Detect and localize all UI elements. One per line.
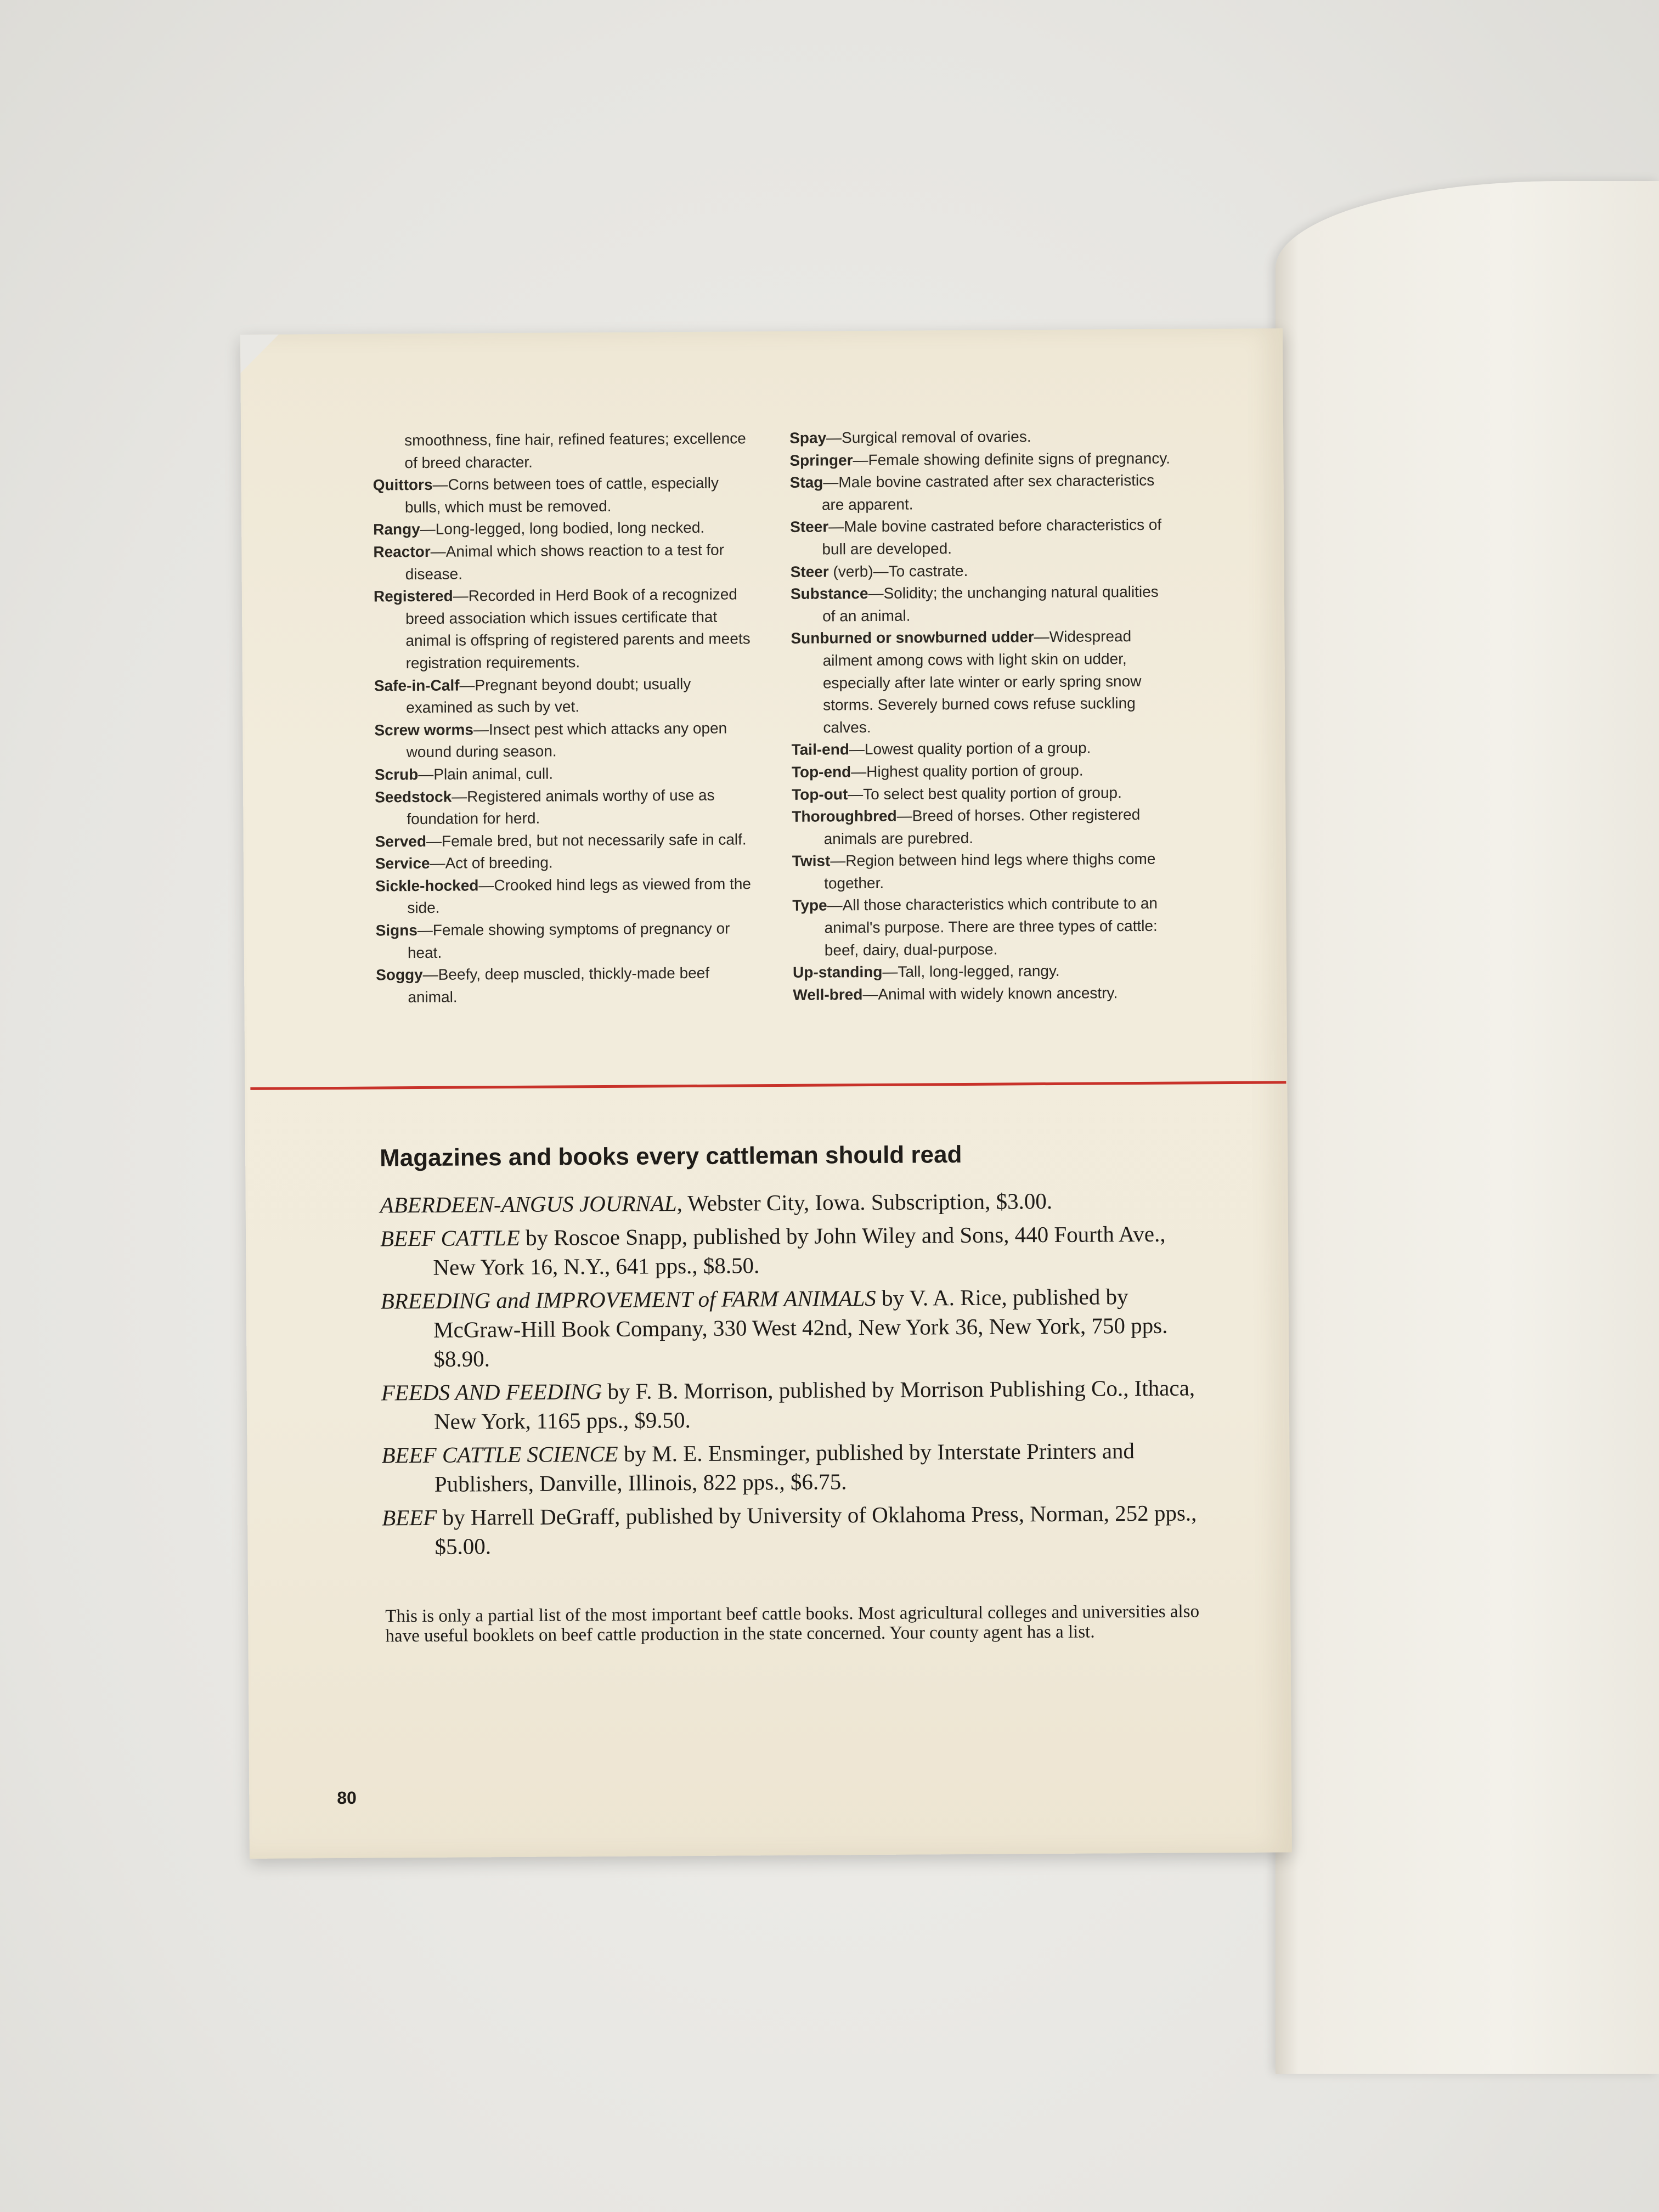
- glossary-entry: [373, 517, 757, 541]
- glossary-definition: —Insect pest which attacks any open wound during season.: [406, 719, 727, 761]
- book-entry: [380, 1186, 1203, 1220]
- glossary-definition: —Female showing symptoms of pregnancy or heat.: [407, 919, 730, 961]
- glossary-column-right: [789, 425, 1177, 1007]
- glossary-definition: —Animal with widely known ancestry.: [862, 984, 1118, 1003]
- book-entry: [381, 1282, 1204, 1374]
- glossary-entry: [376, 962, 760, 1008]
- glossary-entry: [374, 717, 758, 764]
- page-number: 80: [337, 1787, 357, 1808]
- glossary-term: Stag: [789, 473, 823, 492]
- book-entry: [382, 1498, 1205, 1561]
- book-title: ABERDEEN-ANGUS JOURNAL,: [380, 1190, 682, 1218]
- reading-list-note: This is only a partial list of the most important beef cattle books. Most agricultural colleges and universities also have useful booklets on beef cattle production in the state concerned. Your county agent has a list.: [385, 1601, 1200, 1646]
- dog-ear-corner: [240, 335, 279, 373]
- glossary-definition: smoothness, fine hair, refined features; excellence of breed character.: [404, 430, 746, 471]
- glossary-term: Twist: [792, 852, 831, 870]
- glossary-entry: [374, 583, 758, 675]
- glossary-term: Top-end: [791, 763, 851, 781]
- glossary-definition: —Animal which shows reaction to a test for disease.: [405, 541, 725, 583]
- book-list: [380, 1186, 1205, 1566]
- glossary-definition: —Tall, long-legged, rangy.: [882, 962, 1060, 981]
- glossary-entry: [375, 761, 759, 786]
- book-entry: [381, 1436, 1205, 1499]
- glossary-term: Safe-in-Calf: [374, 676, 460, 695]
- book-title: BEEF: [382, 1504, 437, 1531]
- facing-page: [1276, 181, 1659, 2074]
- book-details: by V. A. Rice, published by McGraw-Hill Book Company, 330 West 42nd, New York 36, New York, 750 pps. $8.90.: [433, 1284, 1168, 1372]
- glossary-definition: —All those characteristics which contribute to an animal's purpose. There are three types of cattle: beef, dairy, dual-purpose.: [824, 895, 1158, 959]
- glossary-term: Quittors: [373, 476, 433, 494]
- glossary-term: Soggy: [376, 966, 423, 984]
- glossary-definition: —To select best quality portion of group.: [848, 783, 1122, 803]
- glossary-term: Seedstock: [375, 788, 452, 806]
- glossary-definition: —Breed of horses. Other registered animals are purebred.: [823, 806, 1141, 848]
- glossary-definition: —Long-legged, long bodied, long necked.: [420, 519, 705, 538]
- glossary-definition: —Surgical removal of ovaries.: [826, 428, 1031, 447]
- glossary-entry: [376, 917, 760, 964]
- glossary-term: Sickle-hocked: [375, 877, 479, 895]
- glossary-entry: [792, 804, 1176, 850]
- glossary-column-left: [373, 427, 760, 1009]
- glossary-entry: [793, 960, 1177, 984]
- book-details: by Roscoe Snapp, published by John Wiley and Sons, 440 Fourth Ave., New York 16, N.Y., 641 pps., $8.50.: [433, 1221, 1166, 1280]
- glossary-term: Tail-end: [791, 741, 849, 759]
- red-divider-rule: [250, 1081, 1286, 1090]
- glossary-term: Signs: [375, 922, 417, 939]
- glossary-entry: [373, 427, 757, 474]
- reading-list-heading: Magazines and books every cattleman should read: [380, 1141, 962, 1172]
- glossary-entry: [790, 514, 1174, 561]
- glossary-entry: [374, 673, 758, 719]
- glossary-entry: [792, 848, 1176, 895]
- book-title: FEEDS AND FEEDING: [381, 1379, 602, 1406]
- glossary-entry: [792, 737, 1176, 761]
- book-details: Webster City, Iowa. Subscription, $3.00.: [682, 1188, 1053, 1216]
- glossary-definition: —Plain animal, cull.: [418, 765, 554, 783]
- glossary-entry: [373, 472, 757, 518]
- glossary-definition: —Pregnant beyond doubt; usually examined as such by vet.: [406, 675, 691, 716]
- glossary-term: Springer: [789, 451, 853, 469]
- glossary-definition: —Beefy, deep muscled, thickly-made beef animal.: [408, 964, 710, 1006]
- glossary-definition: —Female showing definite signs of pregnancy.: [853, 449, 1171, 469]
- glossary-term: Sunburned or snowburned udder: [791, 628, 1034, 647]
- glossary-entry: [791, 581, 1175, 628]
- glossary-definition: —Male bovine castrated after sex characteristics are apparent.: [821, 472, 1155, 514]
- book-title: BEEF CATTLE: [380, 1224, 520, 1251]
- glossary-term: Spay: [789, 429, 827, 447]
- glossary-definition: —Male bovine castrated before characteristics of bull are developed.: [822, 516, 1162, 558]
- glossary-entry: [375, 784, 759, 831]
- glossary-term: Service: [375, 855, 430, 872]
- glossary-entry: [375, 851, 759, 876]
- glossary-definition: —Crooked hind legs as viewed from the side.: [407, 875, 752, 917]
- glossary-term: Scrub: [374, 765, 419, 783]
- book-details: by F. B. Morrison, published by Morrison Publishing Co., Ithaca, New York, 1165 pps., $9.50.: [433, 1375, 1195, 1434]
- glossary-definition: —Recorded in Herd Book of a recognized breed association which issues certificate that animal is offspring of registered parents and meets registration requirements.: [405, 585, 751, 672]
- glossary-definition: —Corns between toes of cattle, especially bulls, which must be removed.: [404, 474, 719, 516]
- glossary-term: Screw worms: [374, 721, 474, 739]
- book-entry: [380, 1219, 1204, 1282]
- glossary-term: Substance: [790, 585, 868, 603]
- glossary-term: Steer: [790, 518, 829, 536]
- book-title: BREEDING and IMPROVEMENT of FARM ANIMALS: [380, 1285, 876, 1314]
- book-details: by Harrell DeGraff, published by University of Oklahoma Press, Norman, 252 pps., $5.00.: [435, 1500, 1197, 1559]
- glossary-definition: —Solidity; the unchanging natural qualities of an animal.: [822, 583, 1159, 625]
- glossary-entry: [789, 447, 1173, 472]
- glossary-entry: [375, 828, 759, 853]
- glossary-entry: [789, 425, 1173, 450]
- glossary-entry: [791, 558, 1175, 583]
- glossary-definition: —Female bred, but not necessarily safe in calf.: [426, 831, 747, 850]
- glossary-definition: —Region between hind legs where thighs come together.: [824, 850, 1156, 892]
- glossary-definition: —Act of breeding.: [430, 854, 553, 872]
- book-entry: [381, 1373, 1205, 1436]
- glossary-entry: [792, 781, 1176, 806]
- glossary-term: Type: [792, 896, 827, 915]
- glossary-term: Registered: [373, 587, 453, 605]
- glossary-term: Rangy: [373, 521, 420, 538]
- glossary-term: Served: [375, 832, 427, 850]
- glossary-entry: [790, 470, 1174, 516]
- glossary-definition: —Widespread ailment among cows with light skin on udder, especially after late winter or early spring snow storms. Severely burned cows refuse suckling calves.: [822, 628, 1142, 736]
- glossary-term: Top-out: [792, 785, 848, 803]
- glossary-entry: [792, 893, 1177, 962]
- glossary-definition: —Highest quality portion of group.: [851, 761, 1084, 781]
- glossary-term: Steer: [790, 563, 829, 580]
- book-details: by M. E. Ensminger, published by Interstate Printers and Publishers, Danville, Illinois, 822 pps., $6.75.: [434, 1438, 1135, 1497]
- glossary-entry: [791, 625, 1175, 739]
- glossary-term: Reactor: [373, 543, 431, 561]
- glossary-entry: [373, 539, 757, 585]
- glossary-definition: (verb)—To castrate.: [828, 562, 968, 580]
- book-title: BEEF CATTLE SCIENCE: [381, 1441, 618, 1468]
- glossary-term: Up-standing: [793, 963, 883, 981]
- book-page: [240, 328, 1292, 1859]
- glossary-definition: —Lowest quality portion of a group.: [849, 739, 1091, 758]
- glossary-definition: —Registered animals worthy of use as foundation for herd.: [407, 786, 715, 828]
- glossary-entry: [792, 759, 1176, 784]
- glossary-entry: [375, 873, 759, 919]
- glossary-entry: [793, 981, 1177, 1006]
- glossary-term: Thoroughbred: [792, 807, 897, 825]
- glossary-term: Well-bred: [793, 985, 863, 1003]
